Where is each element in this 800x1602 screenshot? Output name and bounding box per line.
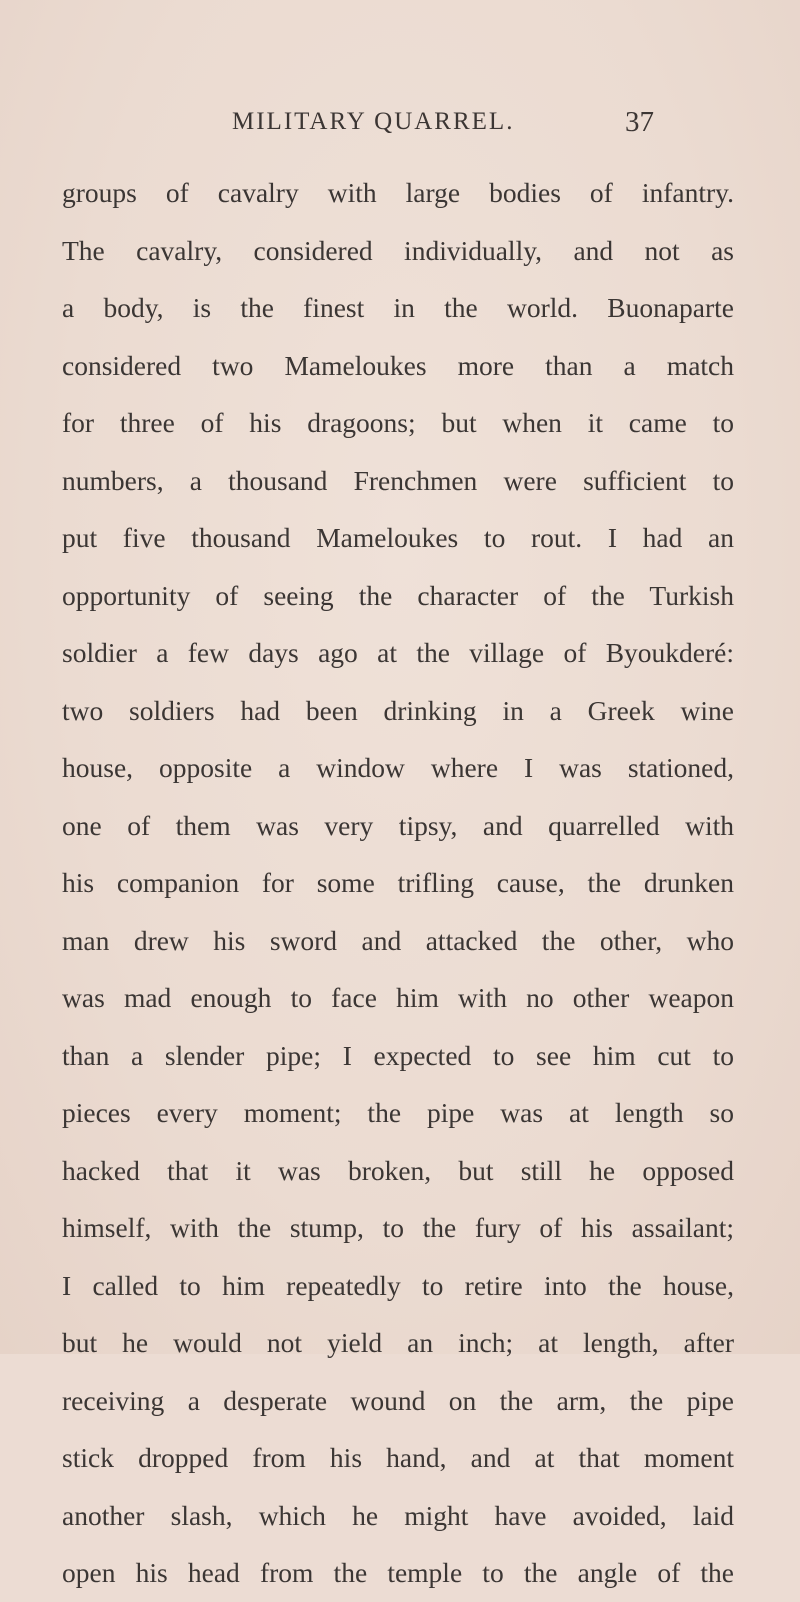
running-title: MILITARY QUARREL. (232, 108, 515, 135)
text-line: stick dropped from his hand, and at that moment (62, 1442, 734, 1473)
text-line: his companion for some trifling cause, the drunken (62, 867, 734, 898)
text-line: receiving a desperate wound on the arm, the pipe (62, 1384, 734, 1416)
text-line: put five thousand Mameloukes to rout. I had an (62, 522, 734, 553)
text-line: a body, is the finest in the world. Buonaparte (62, 292, 734, 323)
text-line: hacked that it was broken, but still he opposed (62, 1154, 734, 1186)
text-line: I called to him repeatedly to retire into the house, (62, 1269, 734, 1301)
running-head (0, 108, 800, 148)
text-line: considered two Mameloukes more than a match (62, 349, 734, 381)
text-line: groups of cavalry with large bodies of infantry. (62, 177, 734, 208)
text-line: soldier a few days ago at the village of Byoukderé: (62, 637, 734, 668)
text-line: man drew his sword and attacked the other, who (62, 924, 734, 956)
text-line: numbers, a thousand Frenchmen were sufficient to (62, 464, 734, 496)
body-text (62, 164, 734, 1602)
text-line: house, opposite a window where I was stationed, (62, 752, 734, 783)
text-line: another slash, which he might have avoided, laid (62, 1499, 734, 1531)
text-line: open his head from the temple to the angle of the (62, 1557, 734, 1588)
text-line: The cavalry, considered individually, and not as (62, 234, 734, 266)
text-line: himself, with the stump, to the fury of his assailant; (62, 1212, 734, 1243)
text-line: for three of his dragoons; but when it came to (62, 407, 734, 438)
text-line: pieces every moment; the pipe was at length so (62, 1097, 734, 1128)
text-line: but he would not yield an inch; at length, after (62, 1327, 734, 1358)
text-line: one of them was very tipsy, and quarrelled with (62, 809, 734, 841)
text-line: was mad enough to face him with no other weapon (62, 982, 734, 1013)
text-line: than a slender pipe; I expected to see him cut to (62, 1039, 734, 1071)
text-line: opportunity of seeing the character of the Turkish (62, 579, 734, 611)
text-line: two soldiers had been drinking in a Greek wine (62, 694, 734, 726)
page-number: 37 (625, 106, 654, 138)
